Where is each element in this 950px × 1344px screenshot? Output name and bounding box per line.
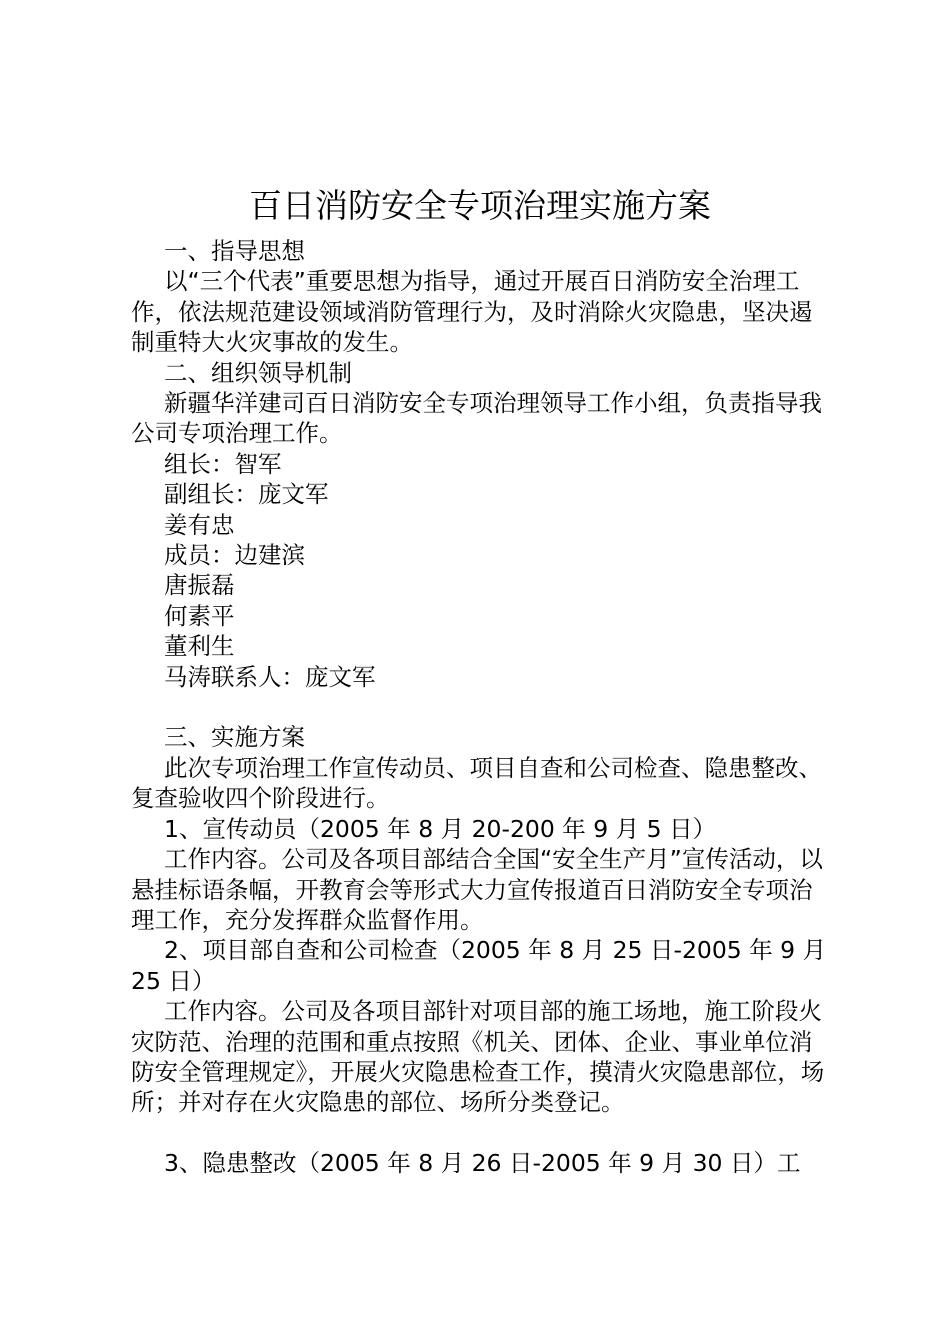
- member-line-member-4: 董利生: [164, 632, 235, 661]
- paragraph-implementation-stages: 此次专项治理工作宣传动员、项目自查和公司检查、隐患整改、复查验收四个阶段进行。: [131, 753, 822, 813]
- section-heading-organization: 二、组织领导机制: [164, 358, 352, 387]
- member-line-contact: 马涛联系人：庞文军: [164, 662, 376, 691]
- paragraph-organization: 新疆华洋建司百日消防安全专项治理领导工作小组，负责指导我公司专项治理工作。: [131, 389, 822, 448]
- paragraph-guiding-thought: 以“三个代表”重要思想为指导，通过开展百日消防安全治理工作，依法规范建设领域消防管理行为，及时消除火灾隐患，坚决遏制重特大火灾事故的发生。: [131, 267, 813, 357]
- member-line-leader: 组长：智军: [164, 449, 282, 478]
- member-line-deputy-2: 姜有忠: [164, 510, 235, 539]
- document-body: [131, 236, 831, 1179]
- member-line-deputy-leader: 副组长：庞文军: [164, 480, 329, 509]
- section-heading-guiding-thought: 一、指导思想: [164, 237, 305, 265]
- section-heading-implementation: 三、实施方案: [164, 723, 305, 752]
- member-line-member-3: 何素平: [164, 601, 235, 630]
- member-line-member-2: 唐振磊: [164, 571, 235, 600]
- stage-heading-rectification: 3、隐患整改（2005 年 8 月 26 日-2005 年 9 月 30 日）工: [164, 1149, 801, 1178]
- stage-heading-self-inspection: 2、项目部自查和公司检查（2005 年 8 月 25 日-2005 年 9 月 25 日）: [131, 936, 827, 995]
- member-line-members: 成员：边建滨: [164, 541, 305, 570]
- stage-heading-publicity: 1、宣传动员（2005 年 8 月 20-200 年 9 月 5 日）: [164, 814, 717, 843]
- paragraph-publicity-content: 工作内容。公司及各项目部结合全国“安全生产月”宣传活动，以悬挂标语条幅，开教育会等形式大力宣传报道百日消防安全专项治理工作，充分发挥群众监督作用。: [131, 845, 823, 934]
- blank-line: [131, 1118, 831, 1148]
- blank-line: [131, 692, 831, 722]
- paragraph-self-inspection-content: 工作内容。公司及各项目部针对项目部的施工场地，施工阶段火灾防范、治理的范围和重点按照《机关、团体、企业、事业单位消防安全管理规定》，开展火灾隐患检查工作，摸清火灾隐患部位，场所；并对存在火灾隐患的部位、场所分类登记。: [131, 997, 825, 1117]
- document-title: 百日消防安全专项治理实施方案: [249, 186, 711, 225]
